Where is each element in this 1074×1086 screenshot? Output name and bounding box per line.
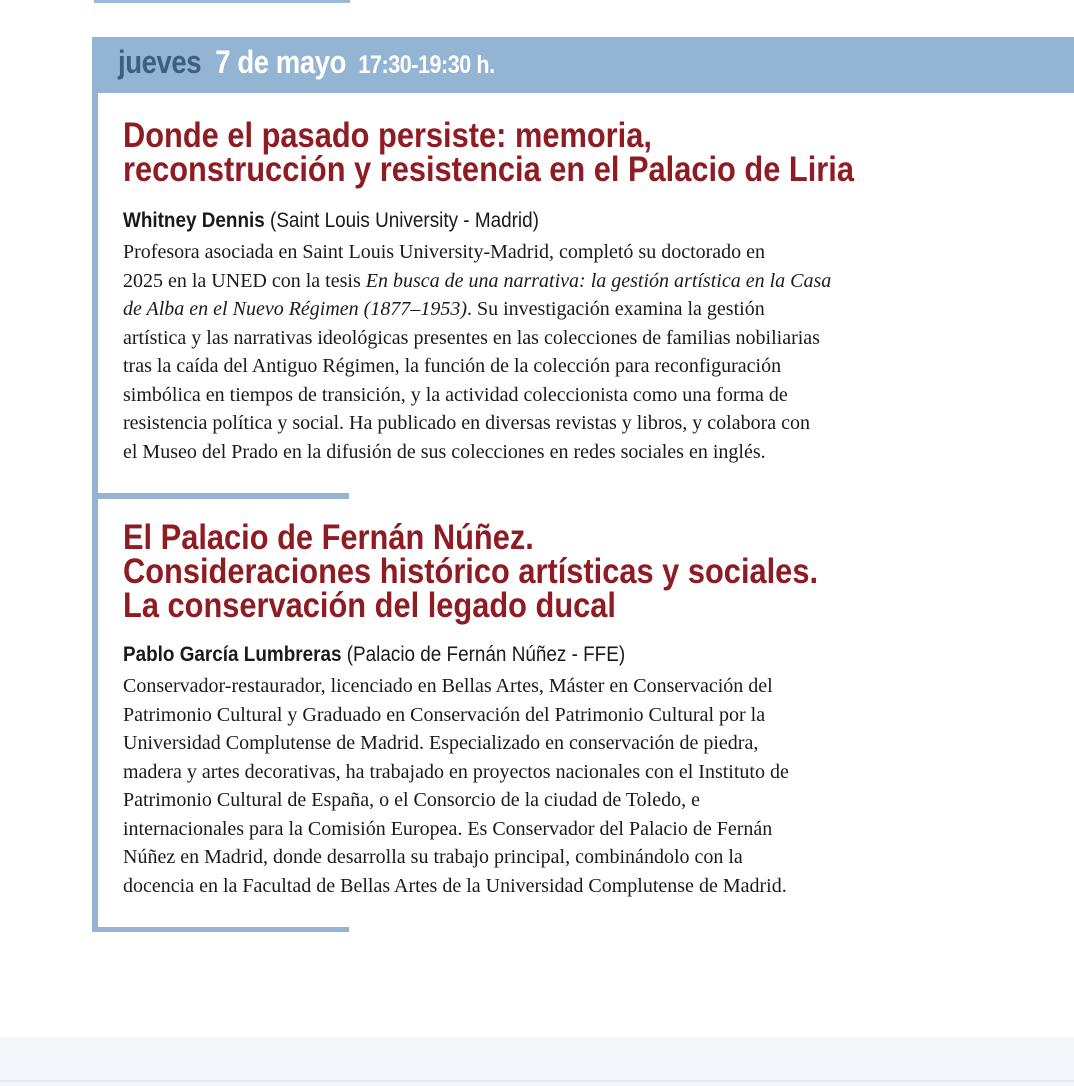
bio-line <box>123 295 963 324</box>
talk-2-speaker-affiliation: (Palacio de Fernán Núñez - FFE) <box>346 643 626 666</box>
date-header <box>118 44 495 81</box>
left-accent-rule <box>92 93 98 931</box>
header-day: jueves <box>118 44 202 80</box>
talk-2-speaker-name: Pablo García Lumbreras <box>123 643 342 666</box>
thesis-title: de Alba en el Nuevo Régimen (1877–1953) <box>123 298 467 320</box>
bio-line: el Museo del Prado en la difusión de sus colecciones en redes sociales en inglés. <box>123 440 766 463</box>
thesis-title: En busca de una narrativa: la gestión artística en la Casa <box>365 269 832 292</box>
talk-2-title-line: La conservación del legado ducal <box>123 586 616 625</box>
bio-line: Patrimonio Cultural de España, o el Consorcio de la ciudad de Toledo, e <box>123 789 700 811</box>
talk-2-title <box>123 518 819 625</box>
bio-line: simbólica en tiempos de transición, y la actividad coleccionista como una forma de <box>123 383 788 406</box>
bio-line <box>123 267 963 296</box>
bio-line: resistencia política y social. Ha publicado en diversas revistas y libros, y colabora con <box>123 412 811 434</box>
page-footer-line <box>0 1080 1074 1082</box>
talk-1-title-line: Donde el pasado persiste: memoria, <box>123 116 652 155</box>
bio-line: madera y artes decorativas, ha trabajado en proyectos nacionales con el Instituto de <box>123 760 789 783</box>
talk-1-speaker-affiliation: (Saint Louis University - Madrid) <box>270 209 539 232</box>
header-time: 17:30-19:30 h. <box>358 51 495 79</box>
bio-line: tras la caída del Antiguo Régimen, la función de la colección para reconfiguración <box>123 355 782 377</box>
talk-1-speaker <box>123 209 539 233</box>
top-divider <box>94 0 350 3</box>
section-divider <box>92 493 349 499</box>
bio-line: docencia en la Facultad de Bellas Artes de la Universidad Complutense de Madrid. <box>123 874 787 897</box>
bottom-divider <box>92 927 349 932</box>
bio-line: Universidad Complutense de Madrid. Especializado en conservación de piedra, <box>123 732 759 754</box>
talk-1-speaker-name: Whitney Dennis <box>123 209 265 232</box>
talk-2-speaker <box>123 643 625 667</box>
talk-1-title <box>123 116 854 189</box>
bio-line: internacionales para la Comisión Europea. Es Conservador del Palacio de Fernán <box>123 817 773 840</box>
bio-text: . Su investigación examina la gestión <box>466 298 765 320</box>
header-date: 7 de mayo <box>215 44 346 80</box>
bio-line: Profesora asociada en Saint Louis University-Madrid, completó su doctorado en <box>123 241 766 263</box>
talk-2-bio <box>123 672 963 900</box>
talk-2-title-line: Consideraciones histórico artísticas y sociales. <box>123 552 819 591</box>
bio-line: Núñez en Madrid, donde desarrolla su trabajo principal, combinándolo con la <box>123 846 743 868</box>
bio-line: artística y las narrativas ideológicas presentes en las colecciones de familias nobiliarias <box>123 326 820 349</box>
bio-line: Conservador-restaurador, licenciado en Bellas Artes, Máster en Conservación del <box>123 675 773 697</box>
page-footer-strip <box>0 1037 1074 1086</box>
bio-line: Patrimonio Cultural y Graduado en Conservación del Patrimonio Cultural por la <box>123 703 766 726</box>
talk-1-bio <box>123 238 963 466</box>
talk-2-title-line: El Palacio de Fernán Núñez. <box>123 518 534 557</box>
bio-text: 2025 en la UNED con la tesis <box>123 269 361 292</box>
talk-1-title-line: reconstrucción y resistencia en el Palacio de Liria <box>123 150 854 189</box>
